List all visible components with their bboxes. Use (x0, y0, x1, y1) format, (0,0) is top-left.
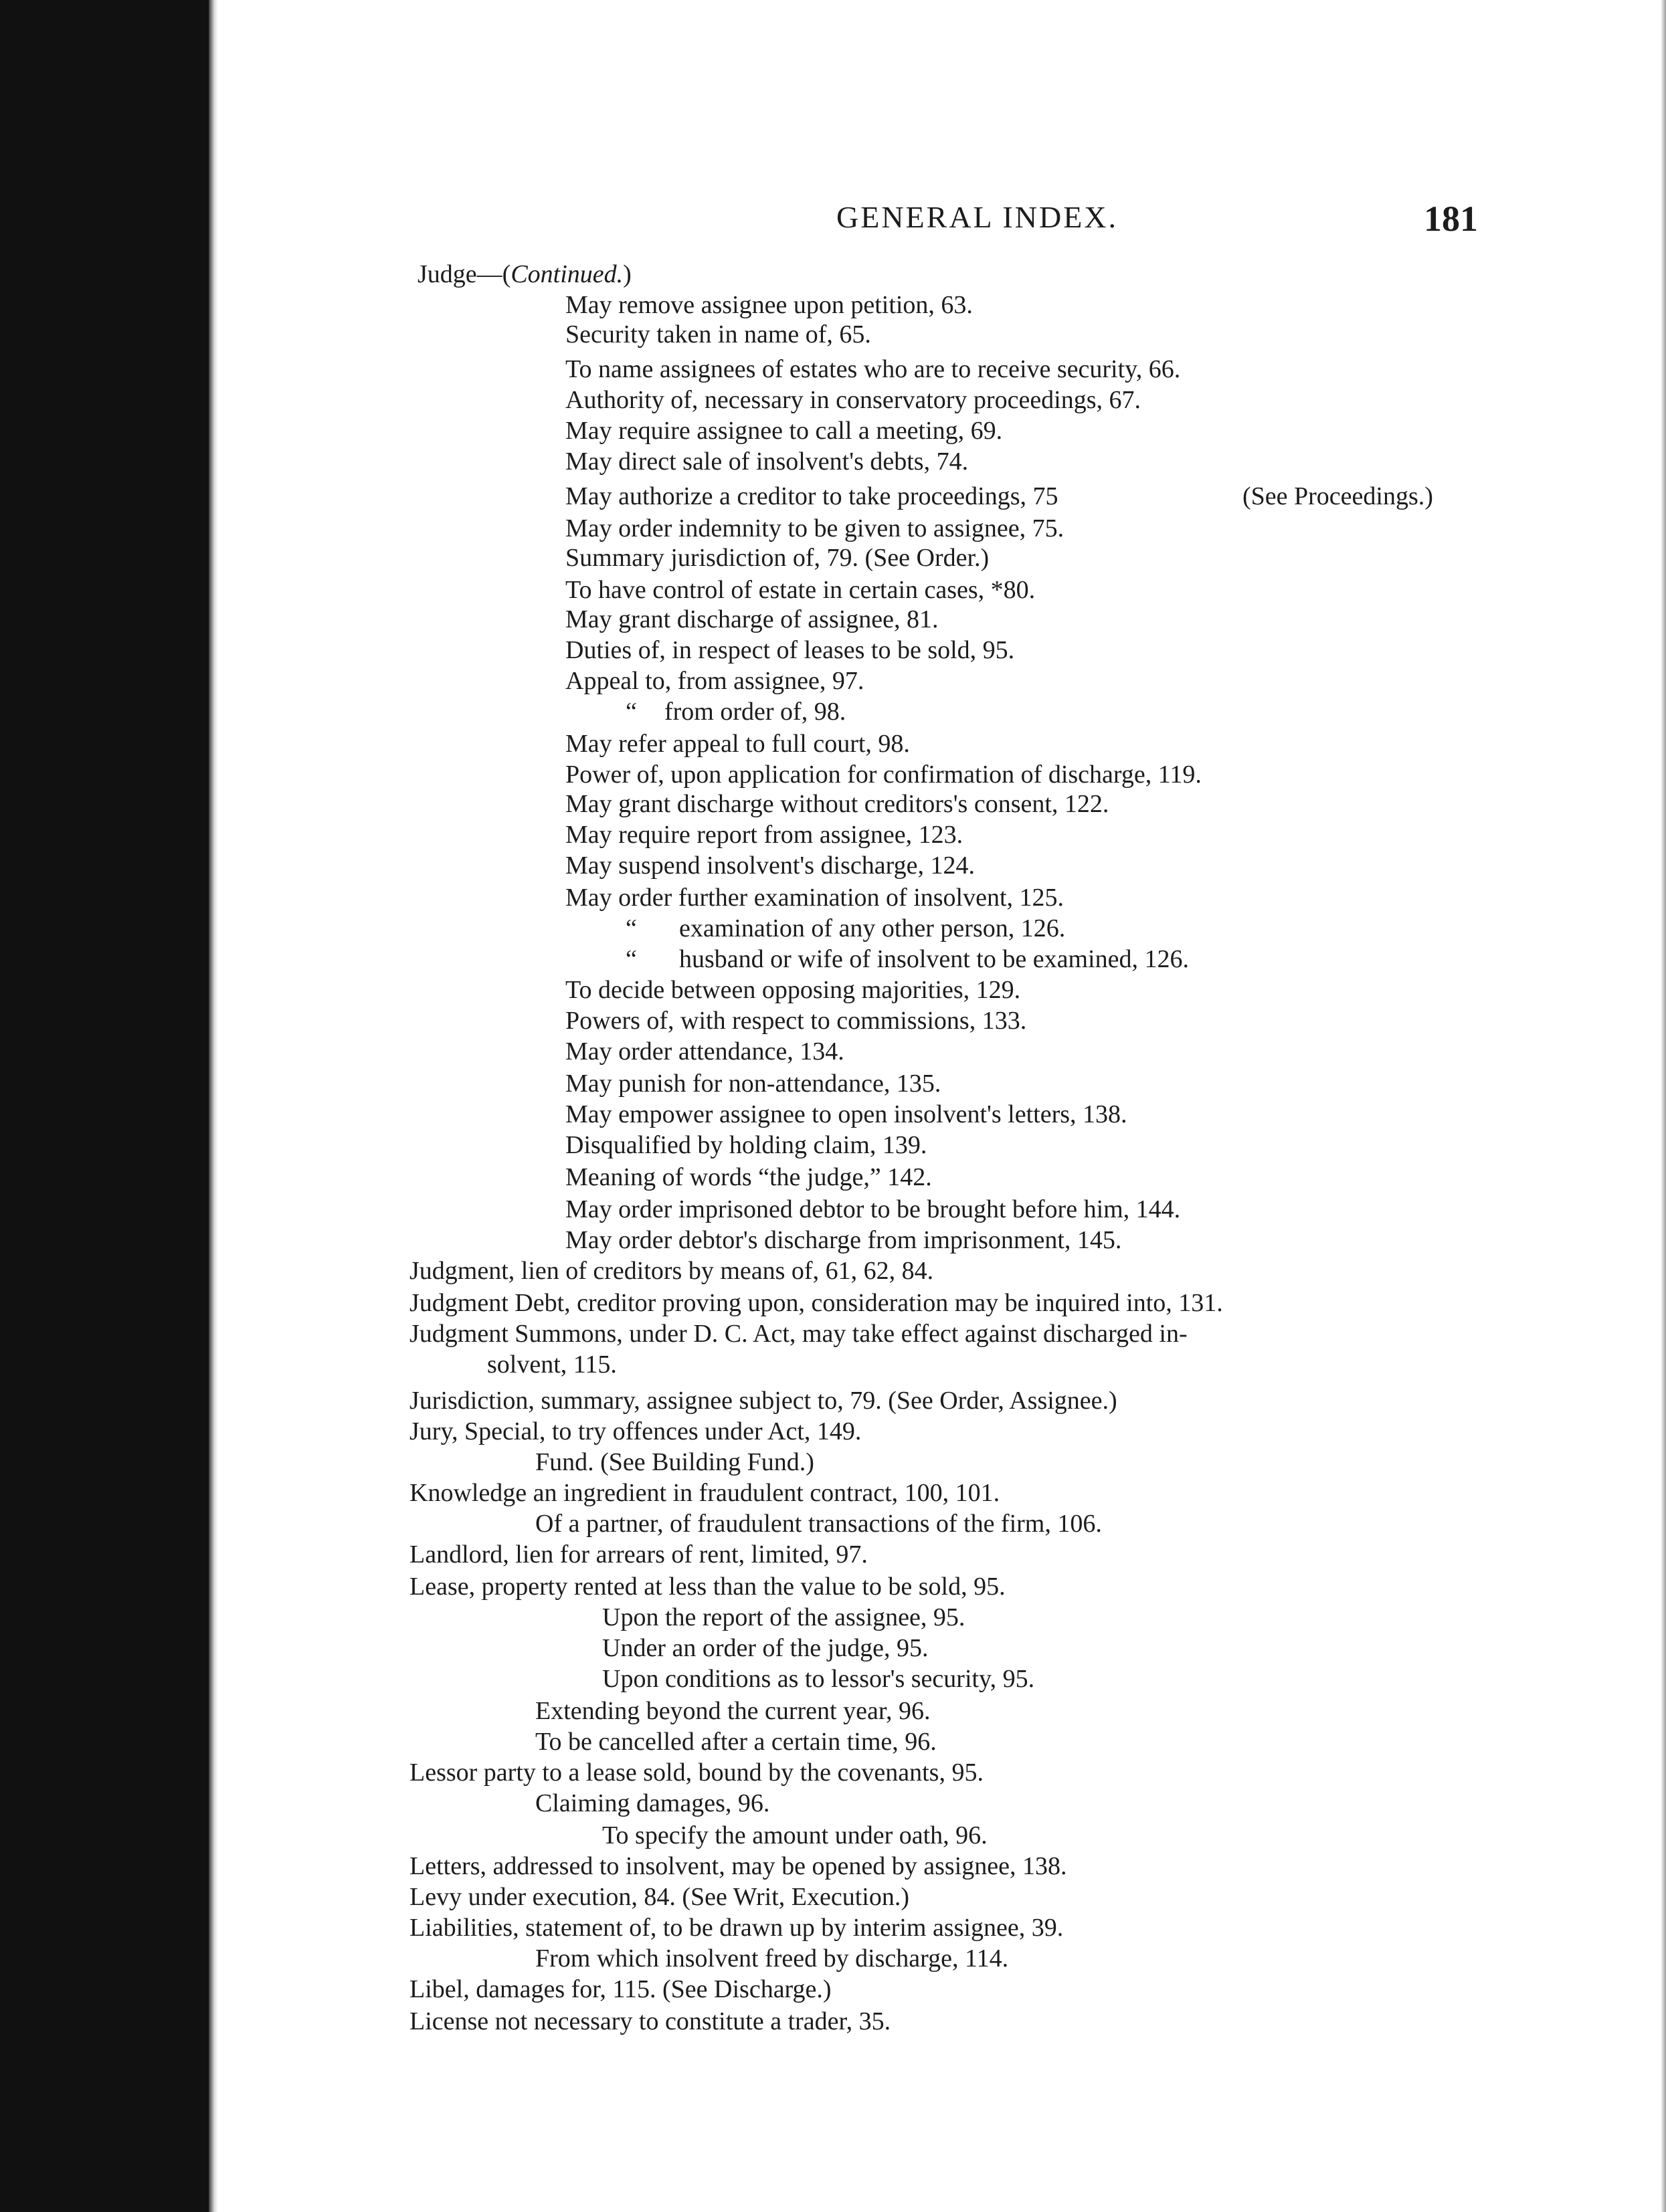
index-subentry: May order imprisoned debtor to be brought before him, 144. (565, 1195, 1181, 1223)
index-subentry (565, 482, 1636, 511)
index-subentry: To be cancelled after a certain time, 96. (535, 1728, 937, 1756)
ditto-mark: “ (626, 914, 637, 942)
index-subentry: May order indemnity to be given to assignee, 75. (565, 514, 1065, 542)
page-number: 181 (1424, 199, 1478, 239)
index-subentry: Of a partner, of fraudulent transactions of the firm, 106. (535, 1510, 1102, 1538)
index-entry: License not necessary to constitute a trader, 35. (409, 2007, 891, 2035)
page-right-edge (1661, 0, 1666, 2212)
running-header-title: GENERAL INDEX. (836, 200, 1119, 234)
index-subentry (565, 697, 846, 726)
cross-reference: (See Proceedings.) (1242, 482, 1433, 510)
index-entry: Jurisdiction, summary, assignee subject to, 79. (See Order, Assignee.) (409, 1387, 1117, 1415)
index-subentry (565, 914, 1065, 943)
ditto-mark: “ (626, 698, 637, 726)
index-subentry: May suspend insolvent's discharge, 124. (565, 851, 975, 880)
index-subentry: Appeal to, from assignee, 97. (565, 667, 864, 695)
index-entry: Judgment Debt, creditor proving upon, consideration may be inquired into, 131. (409, 1289, 1223, 1317)
index-entry: Lessor party to a lease sold, bound by the covenants, 95. (409, 1758, 984, 1787)
index-entry: Landlord, lien for arrears of rent, limited, 97. (409, 1540, 868, 1569)
index-entry: Judgment Summons, under D. C. Act, may take effect against discharged in- (409, 1320, 1188, 1348)
index-subentry: May order debtor's discharge from imprisonment, 145. (565, 1226, 1122, 1254)
index-subentry (565, 944, 1189, 974)
index-subentry: From which insolvent freed by discharge, 114. (535, 1944, 1009, 1973)
index-subentry: Fund. (See Building Fund.) (535, 1448, 814, 1476)
index-subentry: May grant discharge of assignee, 81. (565, 605, 939, 633)
index-subentry: Upon the report of the assignee, 95. (602, 1603, 965, 1631)
index-subentry: May empower assignee to open insolvent's letters, 138. (565, 1100, 1127, 1128)
index-subentry: Upon conditions as to lessor's security, 95. (602, 1665, 1035, 1693)
index-subentry: May order further examination of insolvent, 125. (565, 884, 1065, 912)
index-subentry-text: from order of, 98. (664, 698, 846, 726)
index-subentry: May grant discharge without creditors's consent, 122. (565, 790, 1109, 818)
index-entry: Libel, damages for, 115. (See Discharge.) (409, 1975, 832, 2003)
index-subentry-text: May authorize a creditor to take proceedings, 75 (565, 482, 1058, 510)
index-entry: Lease, property rented at less than the value to be sold, 95. (409, 1573, 1006, 1601)
index-subentry: May punish for non-attendance, 135. (565, 1070, 941, 1098)
index-subentry: Under an order of the judge, 95. (602, 1634, 929, 1662)
index-entry: Levy under execution, 84. (See Writ, Execution.) (409, 1883, 909, 1911)
index-entry: Jury, Special, to try offences under Act, 149. (409, 1417, 862, 1445)
index-entry: Liabilities, statement of, to be drawn up by interim assignee, 39. (409, 1914, 1064, 1942)
index-subentry: Disqualified by holding claim, 139. (565, 1131, 927, 1159)
index-subentry: To have control of estate in certain cases, *80. (565, 576, 1036, 604)
index-subentry: May require assignee to call a meeting, 69. (565, 417, 1003, 445)
index-subentry-text: examination of any other person, 126. (679, 914, 1066, 942)
index-subentry: To decide between opposing majorities, 129. (565, 976, 1021, 1004)
index-subentry: Meaning of words “the judge,” 142. (565, 1163, 932, 1191)
index-heading-judge: Judge—(Continued.) (418, 260, 632, 288)
index-subentry: To name assignees of estates who are to receive security, 66. (565, 355, 1181, 383)
index-subentry: To specify the amount under oath, 96. (602, 1821, 988, 1849)
index-entry-continuation: solvent, 115. (487, 1350, 617, 1379)
index-subentry: Powers of, with respect to commissions, 133. (565, 1007, 1027, 1035)
book-binding-shadow (0, 0, 209, 2212)
index-entry: Judgment, lien of creditors by means of, 61, 62, 84. (409, 1257, 934, 1285)
index-entry: Knowledge an ingredient in fraudulent contract, 100, 101. (409, 1479, 1000, 1507)
index-entry: Letters, addressed to insolvent, may be opened by assignee, 138. (409, 1852, 1067, 1880)
ditto-mark: “ (626, 945, 637, 973)
index-subentry: May require report from assignee, 123. (565, 821, 963, 849)
index-subentry: Power of, upon application for confirmation of discharge, 119. (565, 761, 1202, 789)
index-subentry: Duties of, in respect of leases to be sold, 95. (565, 636, 1015, 664)
index-subentry: Security taken in name of, 65. (565, 320, 871, 348)
index-subentry: May order attendance, 134. (565, 1037, 844, 1066)
index-subentry: Claiming damages, 96. (535, 1789, 770, 1817)
index-subentry: Extending beyond the current year, 96. (535, 1697, 931, 1725)
index-subentry-text: husband or wife of insolvent to be examined, 126. (679, 945, 1189, 973)
index-subentry: Authority of, necessary in conservatory proceedings, 67. (565, 386, 1141, 414)
index-subentry: May direct sale of insolvent's debts, 74. (565, 447, 969, 476)
page-gutter-edge (209, 0, 218, 2212)
index-subentry: May refer appeal to full court, 98. (565, 730, 910, 758)
index-subentry: Summary jurisdiction of, 79. (See Order.) (565, 544, 990, 572)
index-subentry: May remove assignee upon petition, 63. (565, 291, 973, 319)
